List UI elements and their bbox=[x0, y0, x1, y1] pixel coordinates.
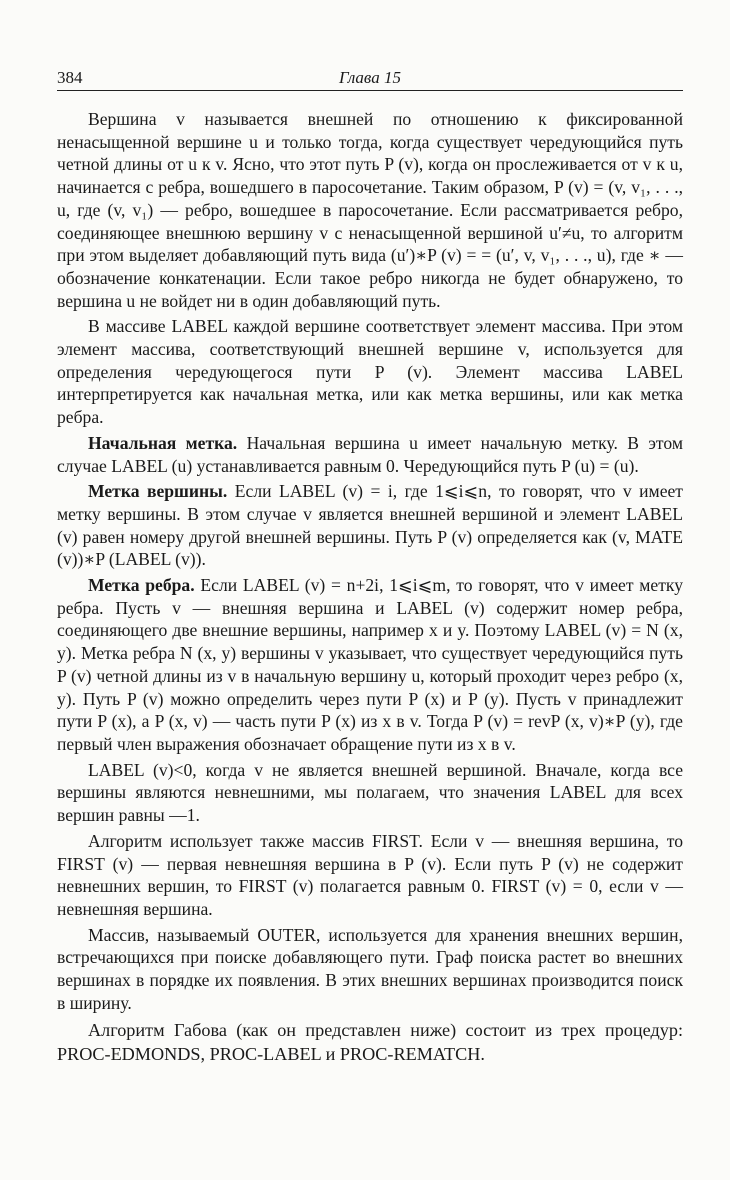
paragraph-edge-label bbox=[57, 574, 683, 756]
text-edge-label: Если LABEL (v) = n+2i, 1⩽i⩽m, то говорят, что v имеет метку ребра. Пусть v — внешняя вершина и LABEL (v) содержит номер ребра, соединяющего две внешние вершины, например x и y. Поэтому LABEL (v) = N (x, y). Метка ребра N (x, y) вершины v указывает, что существует чередующийся путь P (v) четной длины из v в начальную вершину u, который проходит через ребро (x, y). Путь P (v) можно определить через пути P (x) и P (y). Пусть v принадлежит пути P (x), а P (x, v) — часть пути P (x) из x в v. Тогда P (v) = revP (x, v)∗P (y), где первый член выражения обозначает обращение пути из x в v. bbox=[57, 575, 684, 754]
paragraph-initial-label bbox=[57, 432, 683, 477]
term-edge-label: Метка ребра. bbox=[88, 575, 195, 596]
paragraph-negative-label: LABEL (v)<0, когда v не является внешней вершиной. Вначале, когда все вершины являются невнешними, мы полагаем, что значения LABEL для всех вершин равны —1. bbox=[57, 759, 683, 826]
text-vertex-label: Если LABEL (v) = i, где 1⩽i⩽n, то говорят, что v имеет метку вершины. В этом случае v является внешней вершиной и элемент LABEL (v) равен номеру другой внешней вершины. Путь P (v) определяется как (v, MATE (v))∗P (LABEL (v)). bbox=[57, 481, 684, 570]
term-initial-label: Начальная метка. bbox=[88, 432, 238, 453]
running-head: Глава 15 bbox=[339, 68, 401, 87]
paragraph-outer-vertex: Вершина v называется внешней по отношению к фиксированной ненасыщенной вершине u и только тогда, когда существует чередующийся путь четной длины от u к v. Ясно, что этот путь P (v), когда он прослеживается от v к u, начинается с ребра, вошедшего в паросочетание. Таким образом, P (v) = (v, v₁, . . ., u, где (v, v₁) — ребро, вошедшее в паросочетание. Если рассматривается ребро, соединяющее внешнюю вершину v с ненасыщенной вершиной u′≠u, то алгоритм при этом выделяет добавляющий путь вида (u′)∗P (v) = = (u′, v, v₁, . . ., u), где ∗ — обозначение конкатенации. Если такое ребро никогда не будет обнаружено, то вершина u не войдет ни в один добавляющий путь. bbox=[57, 109, 683, 311]
paragraph-outer-array: Массив, называемый OUTER, используется для хранения внешних вершин, встречающихся при поиске добавляющего пути. Граф поиска растет во внешних вершинах в порядке их появления. В этих внешних вершинах производится поиск в ширину. bbox=[57, 924, 683, 1013]
paragraph-label-array: В массиве LABEL каждой вершине соответствует элемент массива. При этом элемент массива, соответствующий внешней вершине v, используется для определения чередующегося пути P (v). Элемент массива LABEL интерпретируется как начальная метка, или как метка вершины, или как метка ребра. bbox=[57, 316, 683, 428]
body-text bbox=[57, 108, 683, 1066]
paragraph-vertex-label bbox=[57, 480, 683, 571]
paragraph-gabow-procedures: Алгоритм Габова (как он представлен ниже) состоит из трех процедур: PROC-EDMONDS, PROC-LABEL и PROC-REMATCH. bbox=[57, 1020, 683, 1065]
text-initial-label: Начальная вершина u имеет начальную метку. В этом случае LABEL (u) устанавливается равным 0. Чередующийся путь P (u) = (u). bbox=[57, 432, 683, 476]
term-vertex-label: Метка вершины. bbox=[88, 481, 228, 502]
paragraph-first-array: Алгоритм использует также массив FIRST. Если v — внешняя вершина, то FIRST (v) — первая невнешняя вершина в P (v). Если путь P (v) не содержит невнешних вершин, то FIRST (v) полагается равным 0. FIRST (v) = 0, если v — невнешняя вершина. bbox=[57, 830, 683, 919]
page-header bbox=[57, 64, 683, 91]
page-number: 384 bbox=[57, 68, 83, 87]
